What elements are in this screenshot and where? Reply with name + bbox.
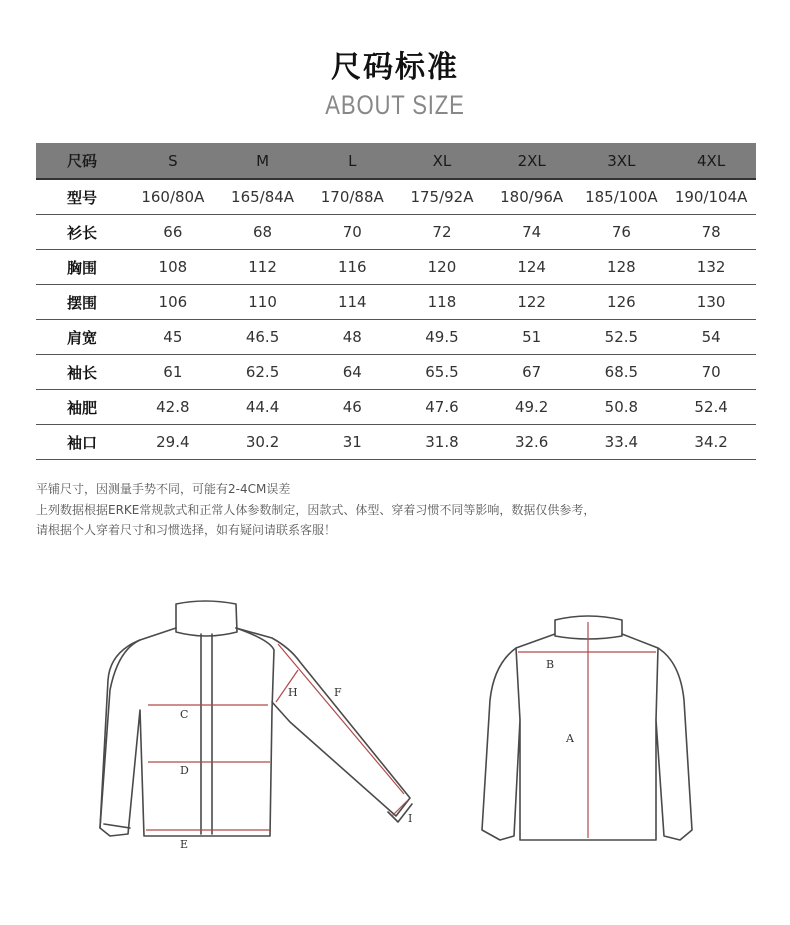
page-title: 尺码标准 [331, 50, 459, 85]
table-cell: 62.5 [218, 355, 308, 390]
table-cell: 116 [307, 250, 397, 285]
table-cell: 54 [666, 320, 756, 355]
table-cell: 30.2 [218, 425, 308, 460]
table-cell: 76 [577, 215, 667, 250]
back-jacket-outline [482, 616, 692, 840]
table-cell: 128 [577, 250, 667, 285]
table-cell: 33.4 [577, 425, 667, 460]
table-cell: 175/92A [397, 179, 487, 215]
table-cell: 74 [487, 215, 577, 250]
table-cell: 72 [397, 215, 487, 250]
note-line: 上列数据根据ERKE常规款式和正常人体参数制定，因款式、体型、穿着习惯不同等影响，数据仅供参考， [36, 502, 596, 517]
row-label: 型号 [36, 179, 128, 215]
table-cell: 126 [577, 285, 667, 320]
header-cell: 尺码 [36, 143, 128, 179]
table-cell: 106 [128, 285, 218, 320]
table-cell: 70 [307, 215, 397, 250]
label-c: C [180, 708, 189, 721]
table-cell: 31.8 [397, 425, 487, 460]
table-cell: 66 [128, 215, 218, 250]
label-e: E [180, 838, 189, 851]
table-cell: 49.5 [397, 320, 487, 355]
table-cell: 180/96A [487, 179, 577, 215]
table-cell: 45 [128, 320, 218, 355]
label-h: H [288, 686, 298, 699]
table-cell: 42.8 [128, 390, 218, 425]
table-cell: 31 [307, 425, 397, 460]
row-label: 肩宽 [36, 320, 128, 355]
table-cell: 68.5 [577, 355, 667, 390]
table-cell: 132 [666, 250, 756, 285]
table-cell: 118 [397, 285, 487, 320]
table-cell: 32.6 [487, 425, 577, 460]
sleeve-length-measure-line [278, 644, 404, 794]
header-cell: 4XL [666, 143, 756, 179]
table-row [36, 215, 756, 250]
label-i: I [408, 812, 413, 825]
page-subtitle: ABOUT SIZE [325, 90, 465, 120]
table-cell: 67 [487, 355, 577, 390]
table-cell: 78 [666, 215, 756, 250]
label-d: D [180, 764, 189, 777]
table-cell: 110 [218, 285, 308, 320]
measurement-lines [146, 622, 656, 838]
table-cell: 34.2 [666, 425, 756, 460]
row-label: 袖口 [36, 425, 128, 460]
table-cell: 120 [397, 250, 487, 285]
table-cell: 190/104A [666, 179, 756, 215]
table-cell: 47.6 [397, 390, 487, 425]
table-cell: 108 [128, 250, 218, 285]
row-label: 胸围 [36, 250, 128, 285]
table-row [36, 425, 756, 460]
table-cell: 52.5 [577, 320, 667, 355]
table-cell: 44.4 [218, 390, 308, 425]
header-cell: L [307, 143, 397, 179]
table-cell: 165/84A [218, 179, 308, 215]
table-cell: 70 [666, 355, 756, 390]
cuff-measure-line [392, 800, 408, 816]
table-row [36, 285, 756, 320]
table-cell: 68 [218, 215, 308, 250]
row-label: 衫长 [36, 215, 128, 250]
table-cell: 49.2 [487, 390, 577, 425]
label-a: A [566, 732, 574, 745]
header-cell: S [128, 143, 218, 179]
table-cell: 114 [307, 285, 397, 320]
table-row [36, 320, 756, 355]
table-cell: 160/80A [128, 179, 218, 215]
row-label: 袖肥 [36, 390, 128, 425]
table-cell: 122 [487, 285, 577, 320]
table-cell: 124 [487, 250, 577, 285]
label-b: B [546, 658, 555, 671]
header-cell: M [218, 143, 308, 179]
table-row [36, 250, 756, 285]
table-cell: 61 [128, 355, 218, 390]
garment-measurement-diagram [0, 590, 790, 860]
table-header-row [36, 143, 756, 179]
front-jacket-outline [100, 601, 412, 836]
table-cell: 65.5 [397, 355, 487, 390]
table-cell: 130 [666, 285, 756, 320]
header-cell: XL [397, 143, 487, 179]
table-cell: 46 [307, 390, 397, 425]
header-cell: 3XL [577, 143, 667, 179]
table-cell: 50.8 [577, 390, 667, 425]
measurement-notes [36, 479, 756, 541]
row-label: 摆围 [36, 285, 128, 320]
table-row [36, 179, 756, 215]
header-cell: 2XL [487, 143, 577, 179]
table-row [36, 355, 756, 390]
table-row [36, 390, 756, 425]
table-cell: 64 [307, 355, 397, 390]
table-cell: 185/100A [577, 179, 667, 215]
row-label: 袖长 [36, 355, 128, 390]
label-f: F [334, 686, 342, 699]
note-line: 请根据个人穿着尺寸和习惯选择，如有疑问请联系客服！ [36, 523, 337, 537]
size-chart-table [36, 143, 756, 460]
note-line: 平铺尺寸，因测量手势不同，可能有2-4CM误差 [36, 482, 291, 496]
table-cell: 48 [307, 320, 397, 355]
table-cell: 170/88A [307, 179, 397, 215]
table-cell: 29.4 [128, 425, 218, 460]
table-cell: 51 [487, 320, 577, 355]
table-cell: 46.5 [218, 320, 308, 355]
table-cell: 52.4 [666, 390, 756, 425]
table-cell: 112 [218, 250, 308, 285]
